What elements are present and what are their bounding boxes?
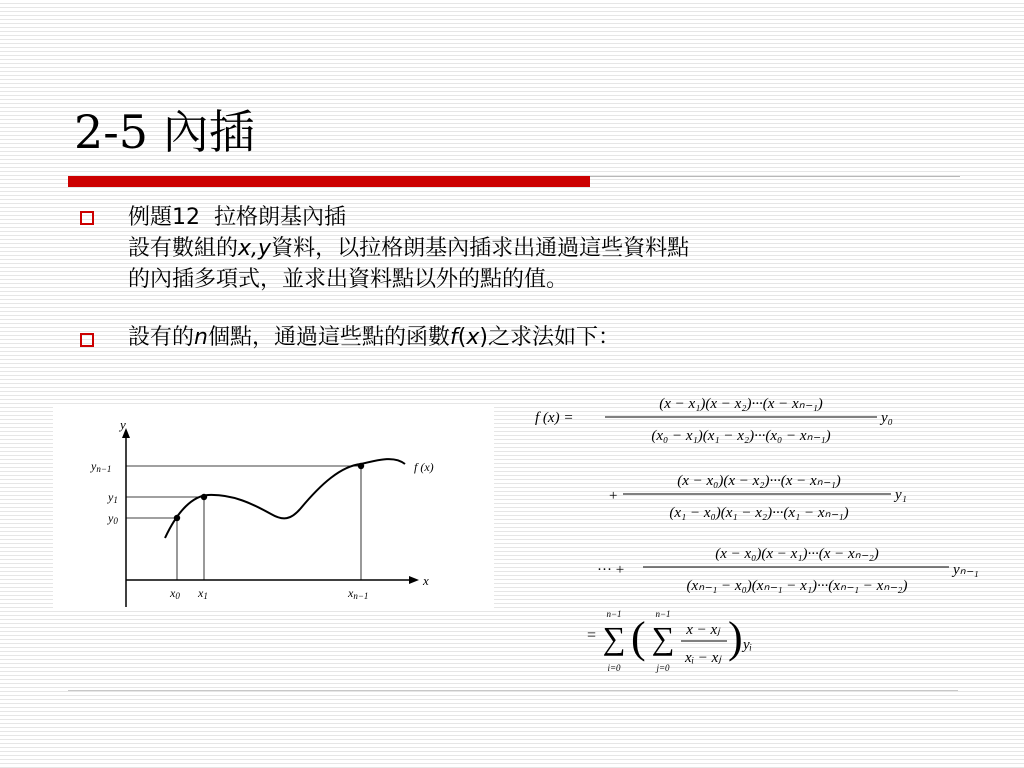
equations-svg <box>505 384 979 684</box>
inner-sum-lower: j=0 <box>656 663 670 673</box>
outer-sum-lower: i=0 <box>607 663 621 673</box>
example-heading-prefix: 例題 <box>128 205 173 230</box>
term0-y: y₀ <box>881 410 893 426</box>
inner-numerator: x − xⱼ <box>686 622 720 638</box>
b2-func: f <box>449 325 458 350</box>
x-axis-arrow <box>409 576 419 584</box>
b2-paren-close: ) <box>479 325 488 350</box>
tick-label-yn1: yn−1 <box>91 459 112 474</box>
term1-plus: + <box>609 488 618 504</box>
slide-title: 2-5 內插 <box>74 105 255 159</box>
b2-suffix: 之求法如下： <box>487 325 620 350</box>
term2-y: yₙ₋₁ <box>953 562 979 578</box>
tick-label-xn1: xn−1 <box>348 586 369 601</box>
outer-sum-upper: n−1 <box>606 609 622 619</box>
b2-var-n: n <box>194 325 208 350</box>
x-axis-label: x <box>423 573 429 588</box>
outer-sum-symbol: ∑ <box>602 620 626 656</box>
bottom-rule <box>68 690 958 691</box>
sum-equals: = <box>587 627 597 644</box>
y-axis-label: y <box>120 417 126 432</box>
line2-variables: x,y <box>238 236 272 261</box>
title-rule-red <box>68 176 590 187</box>
example-heading-suffix: 拉格朗基內插 <box>200 205 347 230</box>
interpolation-figure <box>53 404 494 610</box>
sum-y: yᵢ <box>743 637 753 653</box>
bullet-square-icon <box>80 333 94 347</box>
inner-denominator: xᵢ − xⱼ <box>685 650 721 666</box>
eq-lhs: f (x) = <box>535 410 574 426</box>
term1-numerator: (x − x₀)(x − x₂)···(x − xₙ₋₁) <box>677 473 841 489</box>
bullet-square-icon <box>80 211 94 225</box>
point-x0-y0 <box>174 515 180 521</box>
b2-prefix: 設有的 <box>128 325 195 350</box>
tick-label-x0: x0 <box>170 586 180 601</box>
tick-label-x1: x1 <box>198 586 208 601</box>
example-number: 12 <box>172 205 201 230</box>
title-rule-grey <box>590 176 960 177</box>
inner-sum-upper: n−1 <box>655 609 671 619</box>
bullet-2-text <box>128 322 620 353</box>
bullet-1-text <box>128 202 689 295</box>
interpolation-figure-svg <box>53 404 494 610</box>
paren-right: ) <box>728 613 743 662</box>
term1-y: y₁ <box>895 487 907 503</box>
line2-prefix: 設有數組的 <box>128 236 239 261</box>
curve-fx <box>165 459 405 538</box>
point-xn1-yn1 <box>358 463 364 469</box>
tick-label-y1: y1 <box>108 490 118 505</box>
tick-label-y0: y0 <box>108 511 118 526</box>
b2-middle: 個點，通過這些點的函數 <box>207 325 450 350</box>
curve-label: f (x) <box>414 460 434 474</box>
term2-dots-plus: ··· + <box>597 562 625 578</box>
inner-sum-symbol: ∑ <box>651 620 675 656</box>
term2-denominator: (xₙ₋₁ − x₀)(xₙ₋₁ − x₁)···(xₙ₋₁ − xₙ₋₂) <box>686 578 908 594</box>
point-x1-y1 <box>201 494 207 500</box>
b2-func-arg: x <box>466 325 480 350</box>
line2-suffix: 資料，以拉格朗基內插求出通過這些資料點 <box>271 236 690 261</box>
term1-denominator: (x₁ − x₀)(x₁ − x₂)···(x₁ − xₙ₋₁) <box>669 505 849 521</box>
term0-denominator: (x₀ − x₁)(x₁ − x₂)···(x₀ − xₙ₋₁) <box>651 428 831 444</box>
lagrange-equations <box>505 384 979 684</box>
paren-left: ( <box>631 613 646 662</box>
b2-paren-open: ( <box>457 325 467 350</box>
term2-numerator: (x − x₀)(x − x₁)···(x − xₙ₋₂) <box>715 546 879 562</box>
line3: 的內插多項式，並求出資料點以外的點的值。 <box>128 267 569 292</box>
term0-numerator: (x − x₁)(x − x₂)···(x − xₙ₋₁) <box>659 396 823 412</box>
